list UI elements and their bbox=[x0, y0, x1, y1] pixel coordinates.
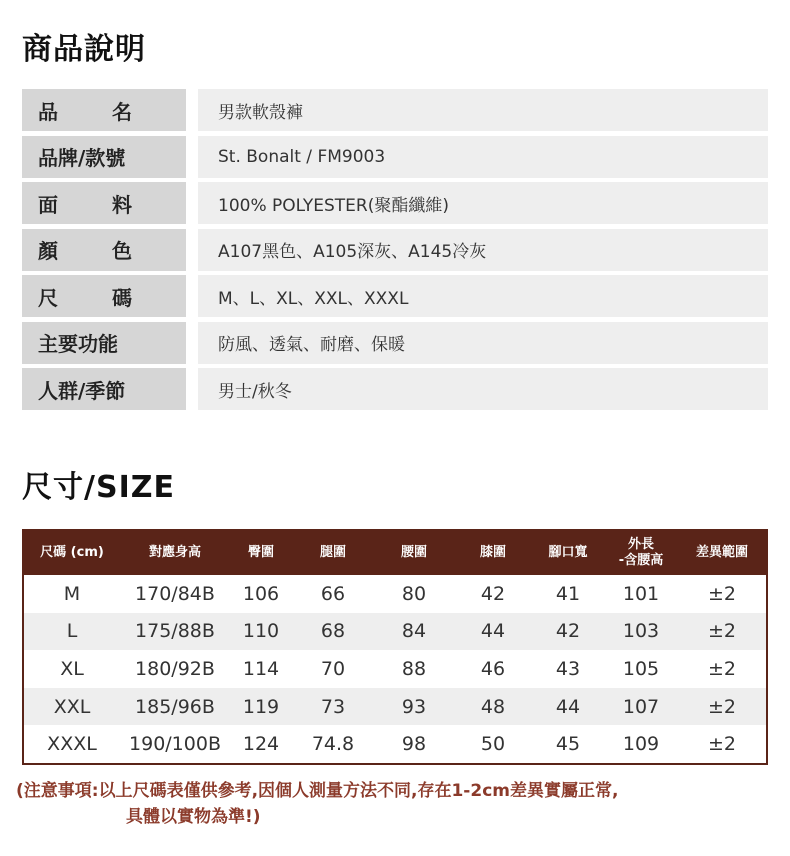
table-cell: 44 bbox=[555, 695, 581, 718]
header-cell: 腿圍 bbox=[319, 545, 346, 560]
info-row-brand bbox=[22, 136, 768, 178]
table-cell: 42 bbox=[555, 620, 581, 643]
info-value: St. Bonalt / FM9003 bbox=[198, 136, 768, 178]
table-cell: 105 bbox=[622, 657, 660, 680]
table-cell: 68 bbox=[320, 620, 346, 643]
table-cell: 80 bbox=[401, 582, 427, 605]
table-cell: 41 bbox=[555, 582, 581, 605]
table-cell: ±2 bbox=[707, 582, 736, 605]
info-label-char: 色 bbox=[112, 239, 132, 263]
info-label-char: 顏 bbox=[38, 239, 58, 263]
table-cell: 103 bbox=[622, 620, 660, 643]
info-label-char: 碼 bbox=[112, 285, 132, 310]
table-cell: 180/92B bbox=[135, 657, 215, 680]
table-cell: 48 bbox=[480, 695, 506, 718]
table-cell: 74.8 bbox=[311, 733, 355, 756]
table-cell: 93 bbox=[401, 695, 427, 718]
header-cell: 臀圍 bbox=[247, 545, 274, 560]
info-label-char: 尺 bbox=[38, 285, 58, 310]
header-cell: 腳口寬 bbox=[548, 545, 588, 560]
header-cell bbox=[604, 531, 678, 575]
size-table-header bbox=[24, 531, 766, 575]
table-cell: 110 bbox=[242, 620, 280, 643]
info-label-char: 面 bbox=[38, 192, 58, 217]
table-row bbox=[24, 688, 766, 726]
info-row-size bbox=[22, 275, 768, 317]
header-cell: 對應身高 bbox=[148, 545, 201, 560]
table-row bbox=[24, 575, 766, 613]
product-info-table bbox=[22, 89, 768, 415]
table-cell: 70 bbox=[320, 657, 346, 680]
table-cell: 73 bbox=[320, 695, 346, 718]
table-cell: L bbox=[66, 620, 78, 643]
table-cell: 101 bbox=[622, 582, 660, 605]
info-label: 人群/季節 bbox=[22, 368, 186, 410]
info-value: M、L、XL、XXL、XXXL bbox=[198, 275, 768, 317]
header-cell: 膝圍 bbox=[479, 545, 506, 560]
info-label-char: 名 bbox=[112, 99, 132, 124]
table-cell: 88 bbox=[401, 657, 427, 680]
info-value: 男士/秋冬 bbox=[198, 368, 768, 410]
info-label: 主要功能 bbox=[22, 322, 186, 364]
note-line: 具體以實物為準!) bbox=[126, 807, 261, 827]
info-value: 防風、透氣、耐磨、保暖 bbox=[198, 322, 768, 364]
table-cell: 45 bbox=[555, 733, 581, 756]
table-cell: 106 bbox=[242, 582, 280, 605]
info-row-name bbox=[22, 89, 768, 131]
header-cell-line: -含腰高 bbox=[618, 553, 664, 568]
header-cell: 尺碼 (cm) bbox=[40, 545, 104, 560]
table-cell: 46 bbox=[480, 657, 506, 680]
product-description-title: 商品說明 bbox=[22, 32, 146, 67]
table-cell: ±2 bbox=[707, 733, 736, 756]
table-cell: ±2 bbox=[707, 695, 736, 718]
table-cell: 84 bbox=[401, 620, 427, 643]
info-row-color bbox=[22, 229, 768, 271]
size-title: 尺寸/SIZE bbox=[22, 470, 175, 505]
info-label-char: 料 bbox=[112, 192, 132, 217]
size-disclaimer-note bbox=[16, 778, 776, 830]
header-cell: 差異範圍 bbox=[695, 545, 748, 560]
table-cell: XXL bbox=[53, 695, 91, 718]
table-cell: 185/96B bbox=[135, 695, 215, 718]
table-cell: XL bbox=[60, 657, 84, 680]
table-cell: 170/84B bbox=[135, 582, 215, 605]
table-cell: 98 bbox=[401, 733, 427, 756]
table-cell: XXXL bbox=[47, 733, 97, 756]
info-value: 男款軟殼褲 bbox=[198, 89, 768, 131]
table-cell: M bbox=[63, 582, 81, 605]
table-cell: 119 bbox=[242, 695, 280, 718]
table-cell: 114 bbox=[242, 657, 280, 680]
info-value: A107黑色、A105深灰、A145冷灰 bbox=[198, 229, 768, 271]
table-cell: 107 bbox=[622, 695, 660, 718]
info-value: 100% POLYESTER(聚酯纖維) bbox=[198, 182, 768, 224]
info-row-season bbox=[22, 368, 768, 410]
note-line: (注意事項:以上尺碼表僅供參考,因個人測量方法不同,存在1-2cm差異實屬正常, bbox=[16, 781, 619, 801]
table-row bbox=[24, 725, 766, 763]
info-label bbox=[22, 89, 186, 131]
table-cell: 50 bbox=[480, 733, 506, 756]
table-cell: 43 bbox=[555, 657, 581, 680]
table-cell: 42 bbox=[480, 582, 506, 605]
table-cell: ±2 bbox=[707, 620, 736, 643]
info-label bbox=[22, 229, 186, 271]
table-cell: 124 bbox=[242, 733, 280, 756]
info-label-char: 品 bbox=[38, 99, 58, 124]
info-label: 品牌/款號 bbox=[22, 136, 186, 178]
info-row-fabric bbox=[22, 182, 768, 224]
header-cell-line: 外長 bbox=[627, 537, 654, 552]
table-row bbox=[24, 650, 766, 688]
table-cell: 66 bbox=[320, 582, 346, 605]
table-cell: 175/88B bbox=[135, 620, 215, 643]
info-label bbox=[22, 182, 186, 224]
info-label bbox=[22, 275, 186, 317]
table-row bbox=[24, 613, 766, 651]
info-row-function bbox=[22, 322, 768, 364]
size-table bbox=[22, 529, 768, 765]
table-cell: 190/100B bbox=[129, 733, 221, 756]
table-cell: ±2 bbox=[707, 657, 736, 680]
table-cell: 109 bbox=[622, 733, 660, 756]
header-cell: 腰圍 bbox=[400, 545, 427, 560]
table-cell: 44 bbox=[480, 620, 506, 643]
